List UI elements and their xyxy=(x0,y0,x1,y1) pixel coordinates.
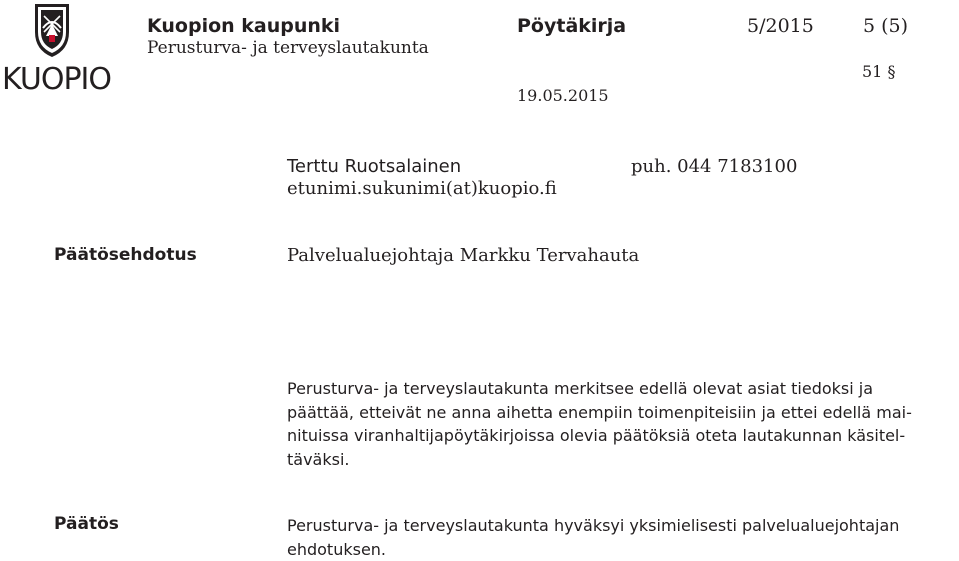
doc-number: 5/2015 xyxy=(747,15,814,37)
contact-phone: puh. 044 7183100 xyxy=(631,156,797,177)
decision-text-line: Perusturva- ja terveyslautakunta hyväksyi yksimielisesti palvelualuejohtajan xyxy=(287,514,899,538)
proposal-label: Päätösehdotus xyxy=(54,245,197,265)
kuopio-coat-of-arms-icon xyxy=(32,2,72,58)
page-info: 5 (5) xyxy=(863,15,908,37)
decision-text xyxy=(287,514,899,561)
doc-type: Pöytäkirja xyxy=(517,15,626,37)
decision-text-line: ehdotuksen. xyxy=(287,538,899,561)
proposal-text-line: Perusturva- ja terveyslautakunta merkitsee edellä olevat asiat tiedoksi ja xyxy=(287,377,912,401)
proposer: Palvelualuejohtaja Markku Tervahauta xyxy=(287,245,639,266)
logo-text: KUOPIO xyxy=(2,62,102,97)
section-number: 51 § xyxy=(862,62,895,81)
meeting-date: 19.05.2015 xyxy=(517,86,609,105)
proposal-text-line: täväksi. xyxy=(287,448,912,472)
decision-label: Päätös xyxy=(54,514,119,534)
committee-name: Perusturva- ja terveyslautakunta xyxy=(147,38,429,58)
proposal-text-line: päättää, etteivät ne anna aihetta enempiin toimenpiteisiin ja ettei edellä mai- xyxy=(287,401,912,425)
contact-email: etunimi.sukunimi(at)kuopio.fi xyxy=(287,178,557,199)
proposal-text xyxy=(287,377,912,471)
contact-name: Terttu Ruotsalainen xyxy=(287,156,461,177)
kuopio-logo xyxy=(2,2,102,102)
proposal-text-line: nituissa viranhaltijapöytäkirjoissa olevia päätöksiä oteta lautakunnan käsitel- xyxy=(287,424,912,448)
org-name: Kuopion kaupunki xyxy=(147,15,340,37)
